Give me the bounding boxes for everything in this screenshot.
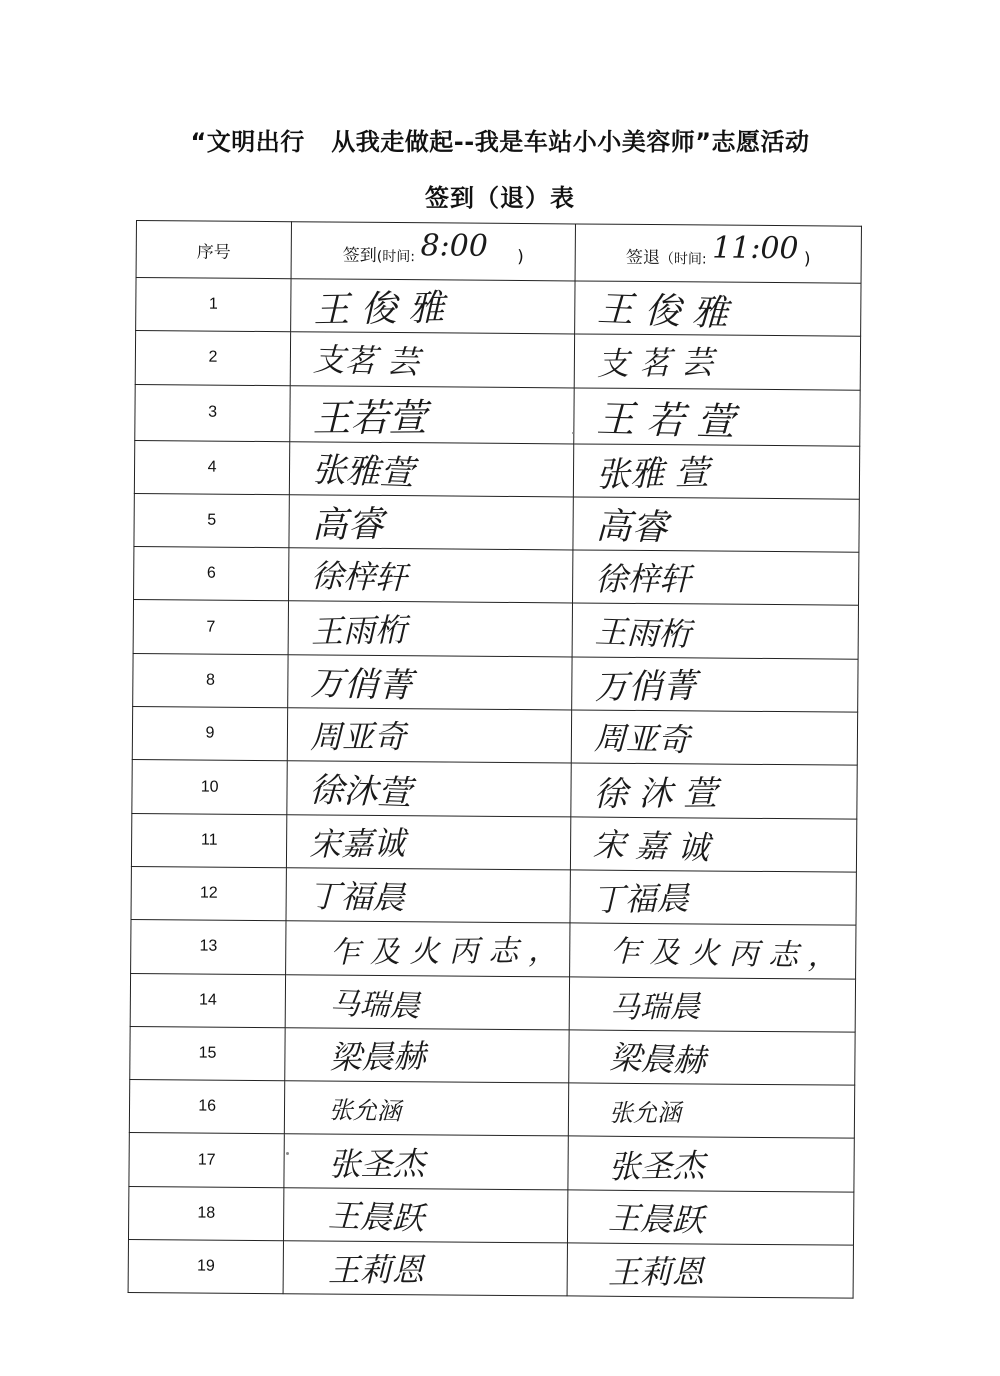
signout-signature: 周亚奇 — [593, 719, 691, 760]
signin-cell — [289, 548, 573, 604]
signout-cell — [567, 1243, 853, 1299]
table-row — [132, 707, 857, 766]
signin-cell — [287, 814, 571, 870]
signout-signature: 王 俊 雅 — [596, 288, 729, 335]
signin-signature: 支茗 芸 — [312, 340, 420, 382]
header-signout-label: 签退 — [625, 247, 661, 268]
signin-cell — [289, 495, 573, 551]
row-number: 4 — [134, 440, 290, 495]
table-header-row — [136, 221, 861, 284]
signout-cell — [568, 1136, 854, 1192]
header-signin-time-suffix: ) — [517, 246, 524, 267]
table-row — [135, 331, 860, 390]
signin-signature: 王 俊 雅 — [313, 287, 445, 331]
signin-time-value: 8:00 — [420, 227, 489, 264]
signin-signature: 王若萱 — [312, 395, 427, 440]
signout-signature: 万俏菁 — [594, 666, 697, 709]
signin-cell — [287, 761, 571, 817]
signout-cell — [573, 444, 859, 500]
signout-cell — [570, 870, 856, 926]
signout-signature: 乍 及 火 丙 志 ， — [609, 934, 839, 975]
speck-mark — [572, 432, 574, 434]
header-signin-time-prefix: (时间: — [376, 248, 416, 265]
signin-signature: 王雨桁 — [310, 610, 408, 651]
signin-signature: 徐梓轩 — [310, 556, 408, 598]
table-row — [130, 1026, 855, 1085]
signout-cell — [571, 763, 857, 819]
signout-time-value: 11:00 — [712, 230, 799, 266]
signout-signature: 高睿 — [595, 505, 669, 549]
signout-signature: 王雨桁 — [594, 612, 692, 654]
row-number: 7 — [133, 600, 289, 655]
signout-cell — [569, 976, 855, 1032]
signout-cell — [575, 281, 861, 337]
signin-cell — [290, 385, 574, 443]
table-row — [129, 1080, 854, 1139]
signout-cell — [574, 334, 860, 390]
signout-cell — [574, 388, 860, 446]
signin-signature: 万俏菁 — [309, 663, 413, 707]
signin-cell — [291, 279, 575, 335]
signout-signature: 张允涵 — [609, 1098, 682, 1127]
signout-signature: 张圣杰 — [608, 1145, 706, 1186]
row-number: 15 — [130, 1026, 286, 1081]
row-number: 3 — [135, 384, 291, 441]
row-number: 8 — [133, 653, 289, 708]
signout-signature: 张雅 萱 — [595, 453, 710, 496]
signin-cell — [287, 708, 571, 764]
row-number: 16 — [129, 1080, 285, 1135]
signin-signature: 周亚奇 — [310, 717, 407, 757]
signin-cell — [284, 1081, 568, 1137]
signin-signature: 丁福晨 — [308, 876, 406, 917]
header-signin — [291, 222, 575, 281]
row-number: 1 — [136, 278, 292, 333]
row-number: 10 — [132, 760, 288, 815]
signin-cell — [285, 1028, 569, 1084]
signout-cell — [572, 603, 858, 659]
header-signout-time-prefix: （时间: — [659, 250, 707, 267]
signout-signature: 梁晨赫 — [608, 1038, 707, 1080]
signout-cell — [573, 550, 859, 606]
signout-signature: 王莉恩 — [607, 1253, 705, 1292]
page-subtitle: 签到（退）表 — [425, 184, 575, 212]
table-row — [131, 920, 856, 979]
signout-cell — [568, 1190, 854, 1246]
speck-mark — [286, 1152, 289, 1155]
signin-cell — [283, 1241, 567, 1297]
signout-signature: 徐梓轩 — [595, 560, 692, 599]
signout-cell — [571, 817, 857, 873]
signin-signature: 张允涵 — [328, 1095, 402, 1126]
signin-signature: 张雅萱 — [311, 450, 415, 494]
row-number: 6 — [134, 547, 290, 602]
page-title: “文明出行 从我走做起--我是车站小小美容师”志愿活动 — [190, 128, 810, 156]
signin-cell — [285, 974, 569, 1030]
signin-cell — [284, 1134, 568, 1190]
signin-table — [128, 220, 862, 1299]
row-number: 14 — [130, 973, 286, 1028]
table-row — [132, 760, 857, 819]
signout-signature: 王 若 萱 — [595, 396, 736, 444]
signout-signature: 支 茗 芸 — [596, 343, 714, 384]
signin-cell — [288, 654, 572, 710]
table-body — [128, 278, 861, 1299]
header-signout-time-suffix: ) — [803, 248, 811, 269]
signout-signature: 宋 嘉 诚 — [592, 825, 711, 867]
signout-signature: 徐 沐 萱 — [593, 773, 718, 815]
signout-cell — [571, 710, 857, 766]
table-row — [128, 1186, 853, 1245]
table-row — [129, 1133, 854, 1192]
table-row — [131, 813, 856, 872]
row-number: 11 — [131, 813, 287, 868]
row-number: 13 — [131, 920, 287, 975]
header-signout — [575, 224, 861, 283]
table-row — [130, 973, 855, 1032]
signin-signature: 王晨跃 — [327, 1196, 425, 1238]
row-number: 12 — [131, 866, 287, 921]
signout-cell — [568, 1083, 854, 1139]
table-row — [133, 653, 858, 712]
table-row — [136, 278, 861, 337]
signout-signature: 王晨跃 — [607, 1198, 705, 1240]
table-row — [134, 493, 859, 552]
signout-cell — [569, 1030, 855, 1086]
signin-signature: 乍 及 火 丙 志 ， — [330, 933, 559, 971]
table-row — [134, 547, 859, 606]
table-row — [128, 1240, 853, 1299]
signin-cell — [286, 921, 570, 977]
signout-cell — [573, 497, 859, 553]
table-row — [134, 440, 859, 499]
signout-signature: 丁福晨 — [592, 879, 690, 919]
row-number: 2 — [135, 331, 291, 386]
signout-signature: 马瑞晨 — [609, 989, 701, 1026]
row-number: 9 — [132, 707, 288, 762]
signin-signature: 高睿 — [311, 503, 385, 546]
signout-cell — [572, 657, 858, 713]
row-number: 5 — [134, 493, 290, 548]
header-number: 序号 — [136, 221, 292, 279]
table-row — [131, 866, 856, 925]
signin-signature: 张圣杰 — [328, 1144, 425, 1183]
signout-cell — [570, 923, 856, 979]
signin-signature: 马瑞晨 — [329, 986, 421, 1024]
signin-cell — [288, 601, 572, 657]
header-signin-label: 签到 — [342, 245, 377, 266]
table-row — [133, 600, 858, 659]
signin-cell — [284, 1187, 568, 1243]
signin-signature: 徐沐萱 — [308, 770, 413, 814]
row-number: 18 — [128, 1186, 284, 1241]
signin-signature: 宋嘉诚 — [309, 823, 406, 864]
signin-cell — [286, 868, 570, 924]
signin-signature: 王莉恩 — [327, 1250, 425, 1290]
signin-signature: 梁晨赫 — [329, 1037, 426, 1077]
table-row — [135, 384, 860, 446]
signin-cell — [290, 441, 574, 497]
row-number: 19 — [128, 1240, 284, 1295]
row-number: 17 — [129, 1133, 285, 1188]
signin-cell — [290, 332, 574, 388]
